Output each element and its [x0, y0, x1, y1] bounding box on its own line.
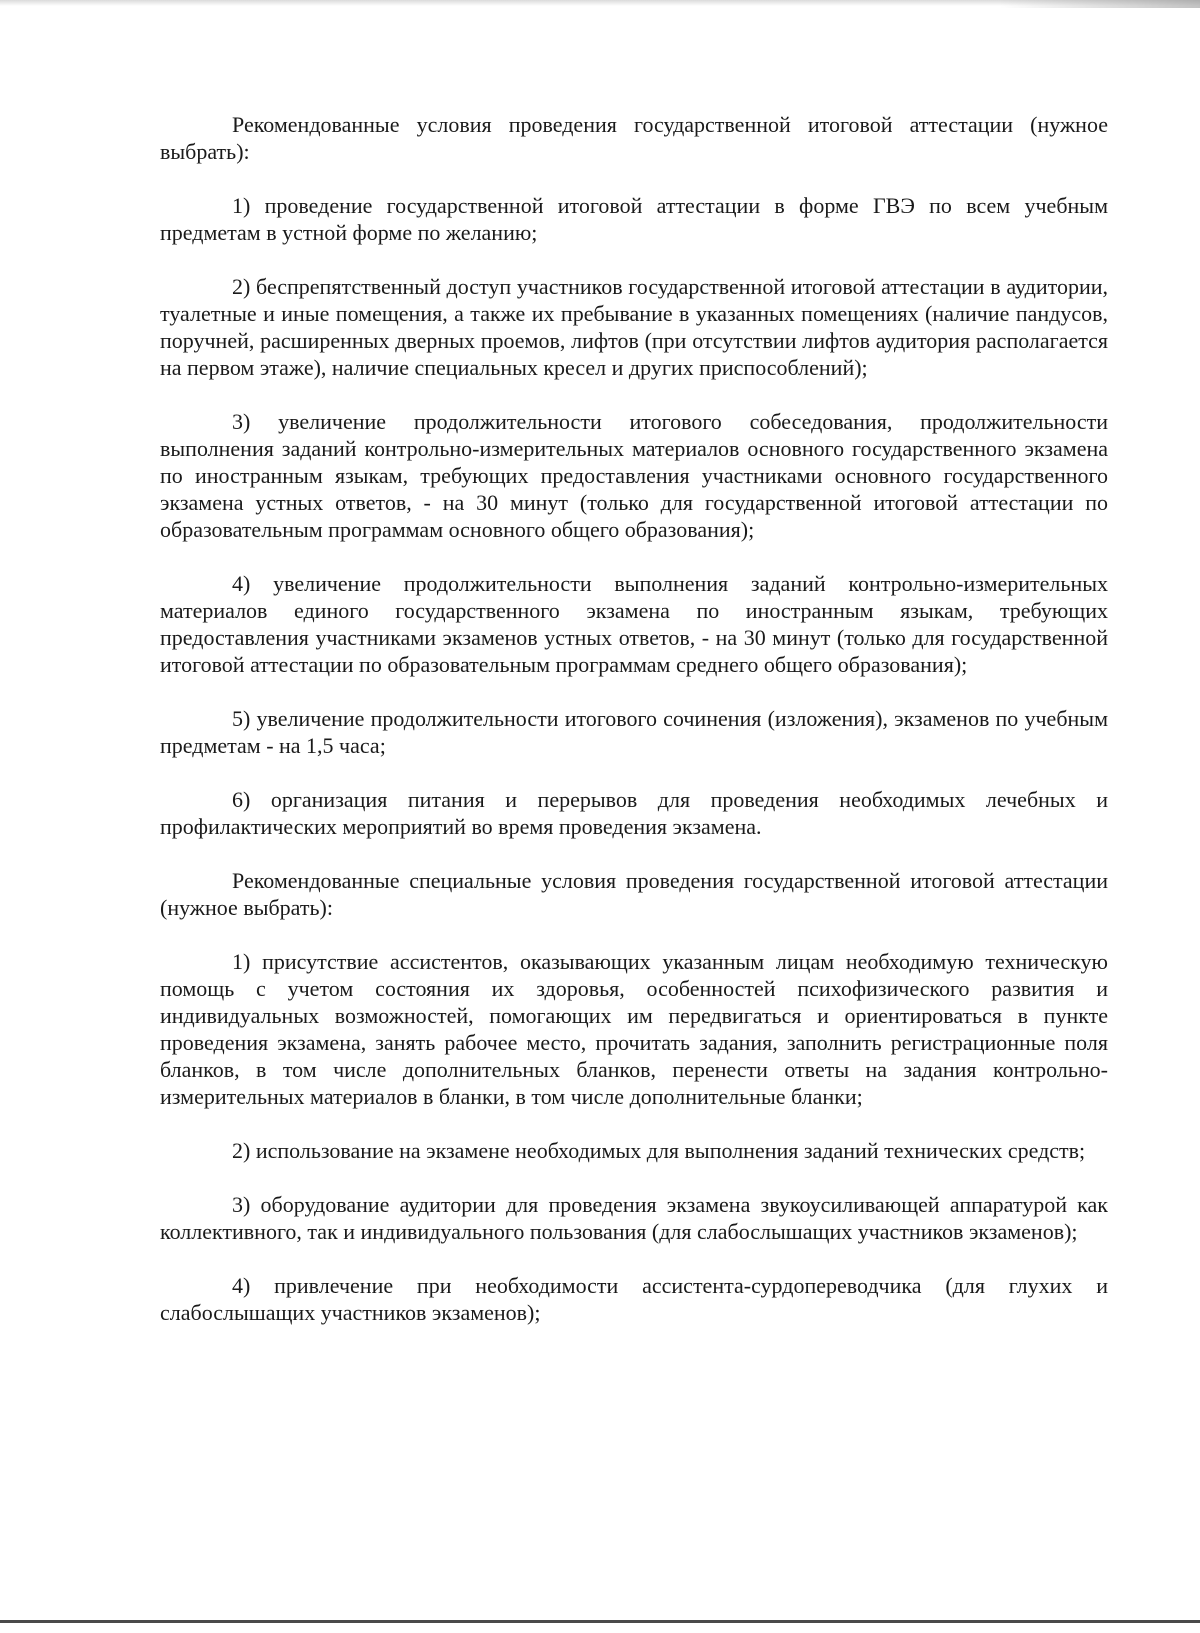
- condition-item-1: 1) проведение государственной итоговой аттестации в форме ГВЭ по всем учебным предметам в устной форме по желанию;: [160, 193, 1108, 245]
- condition-item-6: 6) организация питания и перерывов для проведения необходимых лечебных и профилактических мероприятий во время проведения экзамена.: [160, 787, 1108, 839]
- condition-item-4: 4) увеличение продолжительности выполнения заданий контрольно-измерительных материалов единого государственного экзамена по иностранным языкам, требующих предоставления участниками экзаменов устных ответов, - на 30 минут (только для государственной итоговой аттестации по образовательным программам среднего общего образования);: [160, 571, 1108, 677]
- special-condition-item-3: 3) оборудование аудитории для проведения экзамена звукоусиливающей аппаратурой как коллективного, так и индивидуального пользования (для слабослышащих участников экзаменов);: [160, 1192, 1108, 1244]
- special-condition-item-2: 2) использование на экзамене необходимых для выполнения заданий технических средств;: [232, 1138, 1086, 1163]
- condition-item-3: 3) увеличение продолжительности итогового собеседования, продолжительности выполнения заданий контрольно-измерительных материалов основного государственного экзамена по иностранным языкам, требующих предоставления участниками основного государственного экзамена устных ответов, - на 30 минут (только для государственной итоговой аттестации по образовательным программам основного общего образования);: [160, 409, 1108, 542]
- special-conditions-heading: Рекомендованные специальные условия проведения государственной итоговой аттестации (нужное выбрать):: [160, 868, 1108, 920]
- special-condition-item-4: 4) привлечение при необходимости ассистента-сурдопереводчика (для глухих и слабослышащих участников экзаменов);: [160, 1273, 1108, 1325]
- scan-edge-right: [1000, 0, 1200, 8]
- condition-item-2: 2) беспрепятственный доступ участников государственной итоговой аттестации в аудитории, туалетные и иные помещения, а также их пребывание в указанных помещениях (наличие пандусов, поручней, расширенных дверных проемов, лифтов (при отсутствии лифтов аудитория располагается на первом этаже), наличие специальных кресел и других приспособлений);: [160, 274, 1108, 380]
- document-page: [160, 111, 1108, 1326]
- special-condition-item-1: 1) присутствие ассистентов, оказывающих указанным лицам необходимую техническую помощь с учетом состояния их здоровья, особенностей психофизического развития и индивидуальных возможностей, помогающих им передвигаться и ориентироваться в пункте проведения экзамена, занять рабочее место, прочитать задания, заполнить регистрационные поля бланков, в том числе дополнительных бланков, перенести ответы на задания контрольно-измерительных материалов в бланки, в том числе дополнительные бланки;: [160, 949, 1108, 1109]
- scan-edge-bottom: [0, 1620, 1200, 1623]
- condition-item-5: 5) увеличение продолжительности итогового сочинения (изложения), экзаменов по учебным предметам - на 1,5 часа;: [160, 706, 1108, 758]
- conditions-heading: Рекомендованные условия проведения государственной итоговой аттестации (нужное выбрать):: [160, 112, 1108, 164]
